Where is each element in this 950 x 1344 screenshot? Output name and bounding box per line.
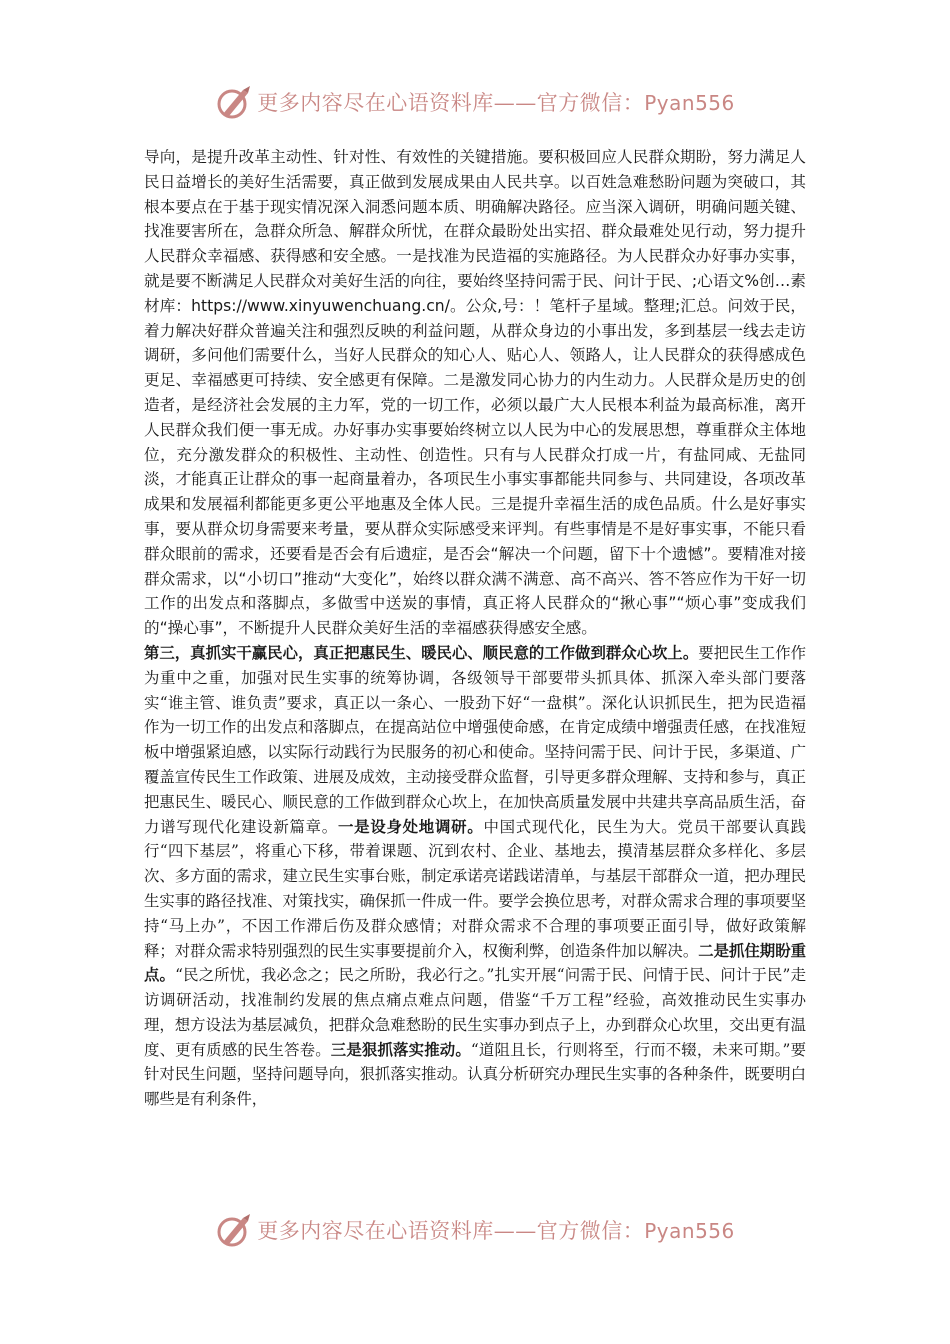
footer-banner bbox=[0, 1208, 950, 1252]
point-3-text: “道阻且长，行则将至，行而不辍，未来可期。”要针对民生问题，坚持问题导向，狠抓落实推动。认真分析研究办理民生实事的各种条件，既要明白哪些是有利条件， bbox=[144, 1040, 806, 1109]
pen-logo-icon bbox=[215, 84, 255, 120]
banner-text bbox=[257, 87, 735, 117]
banner-wechat-id: Pyan556 bbox=[644, 1219, 735, 1243]
banner-slogan: 更多内容尽在心语资料库——官方微信： bbox=[257, 1219, 645, 1243]
document-body bbox=[144, 145, 806, 1112]
header-banner bbox=[0, 80, 950, 124]
point-1-heading: 一是设身处地调研。 bbox=[337, 817, 484, 836]
paragraph-2 bbox=[144, 641, 806, 1112]
point-2-heading: 二是抓住期盼重点。 bbox=[144, 941, 806, 985]
banner-text bbox=[257, 1215, 735, 1245]
paragraph-1: 导向，是提升改革主动性、针对性、有效性的关键措施。要积极回应人民群众期盼，努力满足人民日益增长的美好生活需要，真正做到发展成果由人民共享。以百姓急难愁盼问题为突破口，其根本要点在于基于现实情况深入洞悉问题本质、明确解决路径。应当深入调研，明确问题关键、找准要害所在，急群众所急、解群众所忧，在群众最盼处出实招、群众最难处见行动，努力提升人民群众幸福感、获得感和安全感。一是找准为民造福的实施路径。为人民群众办好事办实事，就是要不断满足人民群众对美好生活的向往，要始终坚持问需于民、问计于民、;心语文%创…素材库：https://www.xinyuwenchuang.cn/。公众,号：！笔杆子星域。整理;汇总。问效于民，着力解决好群众普遍关注和强烈反映的利益问题，从群众身边的小事出发，多到基层一线去走访调研，多问他们需要什么，当好人民群众的知心人、贴心人、领路人，让人民群众的获得感成色更足、幸福感更可持续、安全感更有保障。二是激发同心协力的内生动力。人民群众是历史的创造者，是经济社会发展的主力军，党的一切工作，必须以最广大人民根本利益为最高标准，离开人民群众我们便一事无成。办好事办实事要始终树立以人民为中心的发展思想，尊重群众主体地位，充分激发群众的积极性、主动性、创造性。只有与人民群众打成一片，有盐同咸、无盐同淡，才能真正让群众的事一起商量着办，各项民生小事实事都能共同参与、共同建设，各项改革成果和发展福利都能更多更公平地惠及全体人民。三是提升幸福生活的成色品质。什么是好事实事，要从群众切身需要来考量，要从群众实际感受来评判。有些事情是不是好事实事，不能只看群众眼前的需求，还要看是否会有后遗症，是否会“解决一个问题，留下十个遗憾”。要精准对接群众需求，以“小切口”推动“大变化”，始终以群众满不满意、高不高兴、答不答应作为干好一切工作的出发点和落脚点，多做雪中送炭的事情，真正将人民群众的“揪心事”“烦心事”变成我们的“操心事”，不断提升人民群众美好生活的幸福感获得感安全感。 bbox=[144, 148, 806, 638]
point-1-text: 中国式现代化，民生为大。党员干部要认真践行“四下基层”，将重心下移，带着课题、沉到农村、企业、基地去，摸清基层群众多样化、多层次、多方面的需求，建立民生实事台账，制定承诺亮诺践诺清单，与基层干部群众一道，把办理民生实事的路径找准、对策找实，确保抓一件成一件。要学会换位思考，对群众需求合理的事项要坚持“马上办”，不因工作滞后伤及群众感情；对群众需求不合理的事项要正面引导，做好政策解释；对群众需求特别强烈的民生实事要提前介入，权衡利弊，创造条件加以解决。 bbox=[144, 817, 806, 960]
pen-logo-icon bbox=[215, 1212, 255, 1248]
section-heading: 第三，真抓实干赢民心，真正把惠民生、暖民心、顺民意的工作做到群众心坎上。 bbox=[144, 643, 699, 662]
point-3-heading: 三是狠抓落实推动。 bbox=[330, 1040, 471, 1059]
section-text-a: 要把民生工作作为重中之重，加强对民生实事的统筹协调，各级领导干部要带头抓具体、抓深入牵头部门要落实“谁主管、谁负责”要求，真正以一条心、一股劲下好“一盘棋”。深化认识抓民生，把为民造福作为一切工作的出发点和落脚点，在提高站位中增强使命感，在肯定成绩中增强责任感，在找准短板中增强紧迫感，以实际行动践行为民服务的初心和使命。坚持问需于民、问计于民，多渠道、广覆盖宣传民生工作政策、进展及成效，主动接受群众监督，引导更多群众理解、支持和参与，真正把惠民生、暖民心、顺民意的工作做到群众心坎上，在加快高质量发展中共建共享高品质生活，奋力谱写现代化建设新篇章。 bbox=[144, 643, 806, 836]
banner-slogan: 更多内容尽在心语资料库——官方微信： bbox=[257, 91, 645, 115]
banner-wechat-id: Pyan556 bbox=[644, 91, 735, 115]
point-2-text: “民之所忧，我必念之；民之所盼，我必行之。”扎实开展“问需于民、问情于民、问计于民”走访调研活动，找准制约发展的焦点痛点难点问题，借鉴“千万工程”经验，高效推动民生实事办理，想方设法为基层减负，把群众急难愁盼的民生实事办到点子上，办到群众心坎里，交出更有温度、更有质感的民生答卷。 bbox=[144, 966, 806, 1059]
